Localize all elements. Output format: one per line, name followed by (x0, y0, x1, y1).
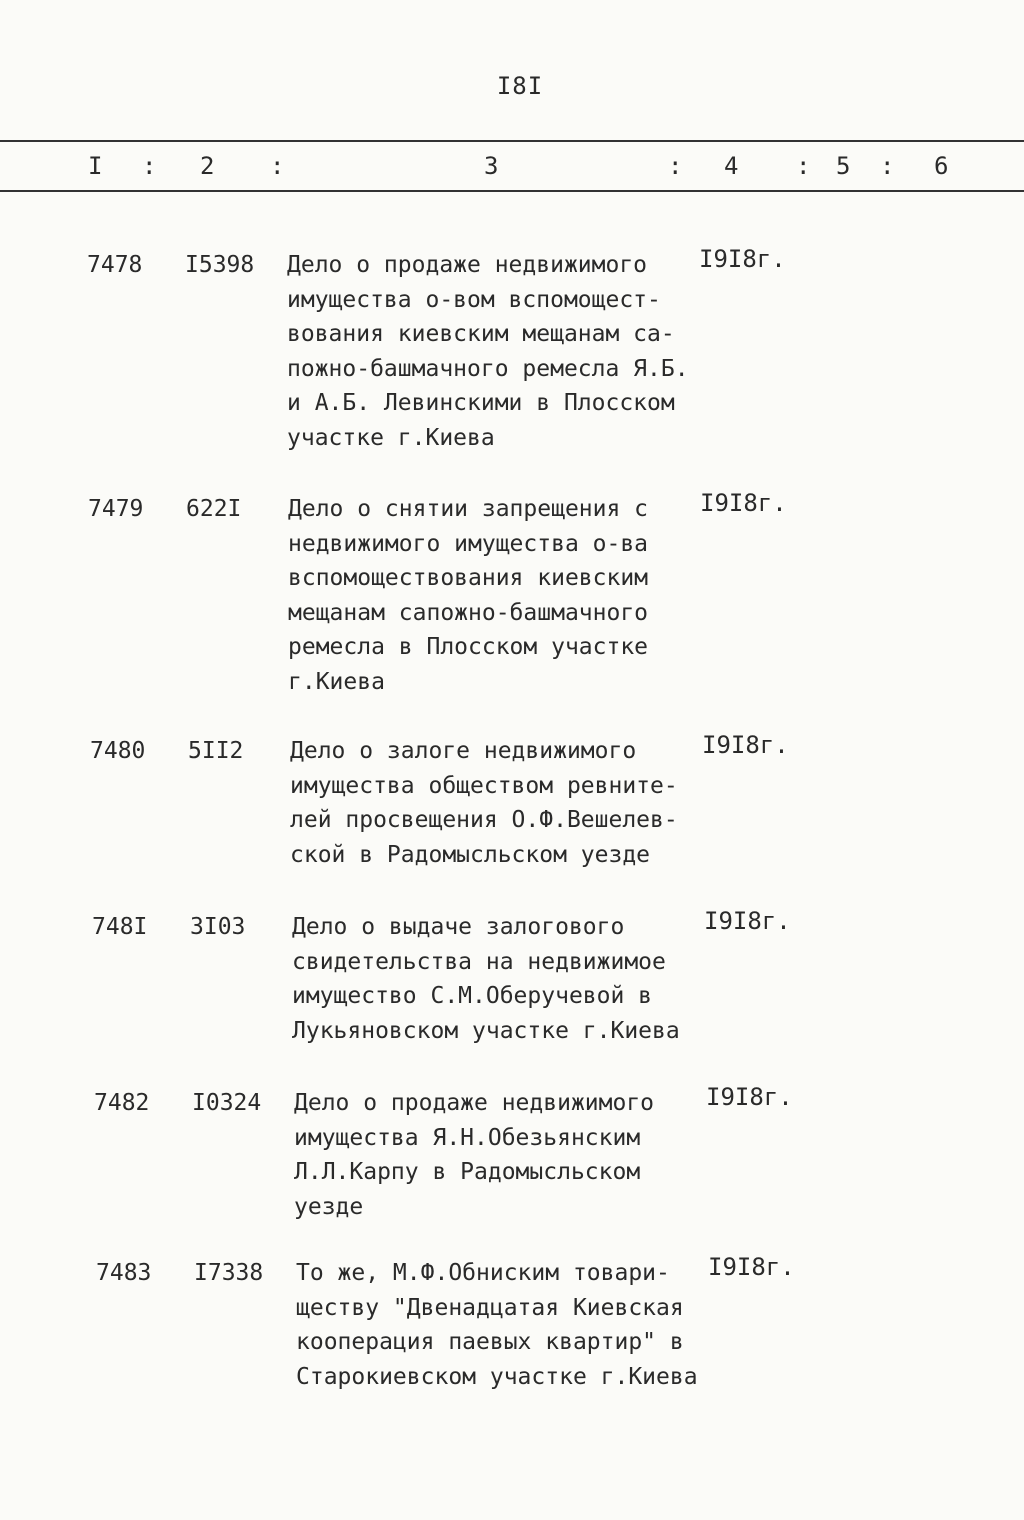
page-number: I8I (496, 72, 544, 100)
column-separator: : (668, 152, 683, 180)
column-separator: : (270, 152, 285, 180)
column-header-3: 3 (484, 152, 499, 180)
column-separator: : (880, 152, 895, 180)
column-header-1: I (88, 152, 103, 180)
entry-year: I9I8г. (700, 489, 787, 517)
entry-old-number: I5398 (185, 252, 255, 278)
entry-number: 7482 (94, 1090, 150, 1116)
entry-old-number: I7338 (194, 1260, 264, 1286)
entry-description: Дело о залоге недвижимого имущества обществом ревните- лей просвещения О.Ф.Вешелев- ской в Радомысльском уезде (290, 738, 678, 868)
column-header-5: 5 (836, 152, 851, 180)
entry-number: 7483 (96, 1260, 152, 1286)
entry-number: 748I (92, 914, 148, 940)
entry-year: I9I8г. (704, 907, 791, 935)
entry-year: I9I8г. (706, 1083, 793, 1111)
entry-old-number: 622I (186, 496, 242, 522)
entry-number: 7479 (88, 496, 144, 522)
column-header-2: 2 (200, 152, 215, 180)
entry-year: I9I8г. (699, 245, 786, 273)
entry-number: 7478 (87, 252, 143, 278)
column-header-4: 4 (724, 152, 739, 180)
entry-description: Дело о выдаче залогового свидетельства на недвижимое имущество С.М.Оберучевой в Лукьяновском участке г.Киева (292, 914, 680, 1044)
entry-description: Дело о продаже недвижимого имущества Я.Н.Обезьянским Л.Л.Карпу в Радомысльском уезде (294, 1090, 655, 1220)
column-separator: : (796, 152, 811, 180)
entry-old-number: 3I03 (190, 914, 246, 940)
entry-old-number: I0324 (192, 1090, 262, 1116)
entry-description: То же, М.Ф.Обниским товари- ществу "Двенадцатая Киевская кооперация паевых квартир" в Старокиевском участке г.Киева (296, 1260, 698, 1390)
entry-old-number: 5II2 (188, 738, 244, 764)
column-separator: : (142, 152, 157, 180)
entry-number: 7480 (90, 738, 146, 764)
entry-year: I9I8г. (702, 731, 789, 759)
entry-description: Дело о продаже недвижимого имущества о-вом вспомощест- вования киевским мещанам са- пожно-башмачного ремесла Я.Б. и А.Б. Левинскими в Плосском участке г.Киева (287, 252, 689, 451)
entry-year: I9I8г. (708, 1253, 795, 1281)
entry-description: Дело о снятии запрещения с недвижимого имущества о-ва вспомоществования киевским мещанам сапожно-башмачного ремесла в Плосском участке г.Киева (288, 496, 649, 695)
column-header-6: 6 (934, 152, 949, 180)
